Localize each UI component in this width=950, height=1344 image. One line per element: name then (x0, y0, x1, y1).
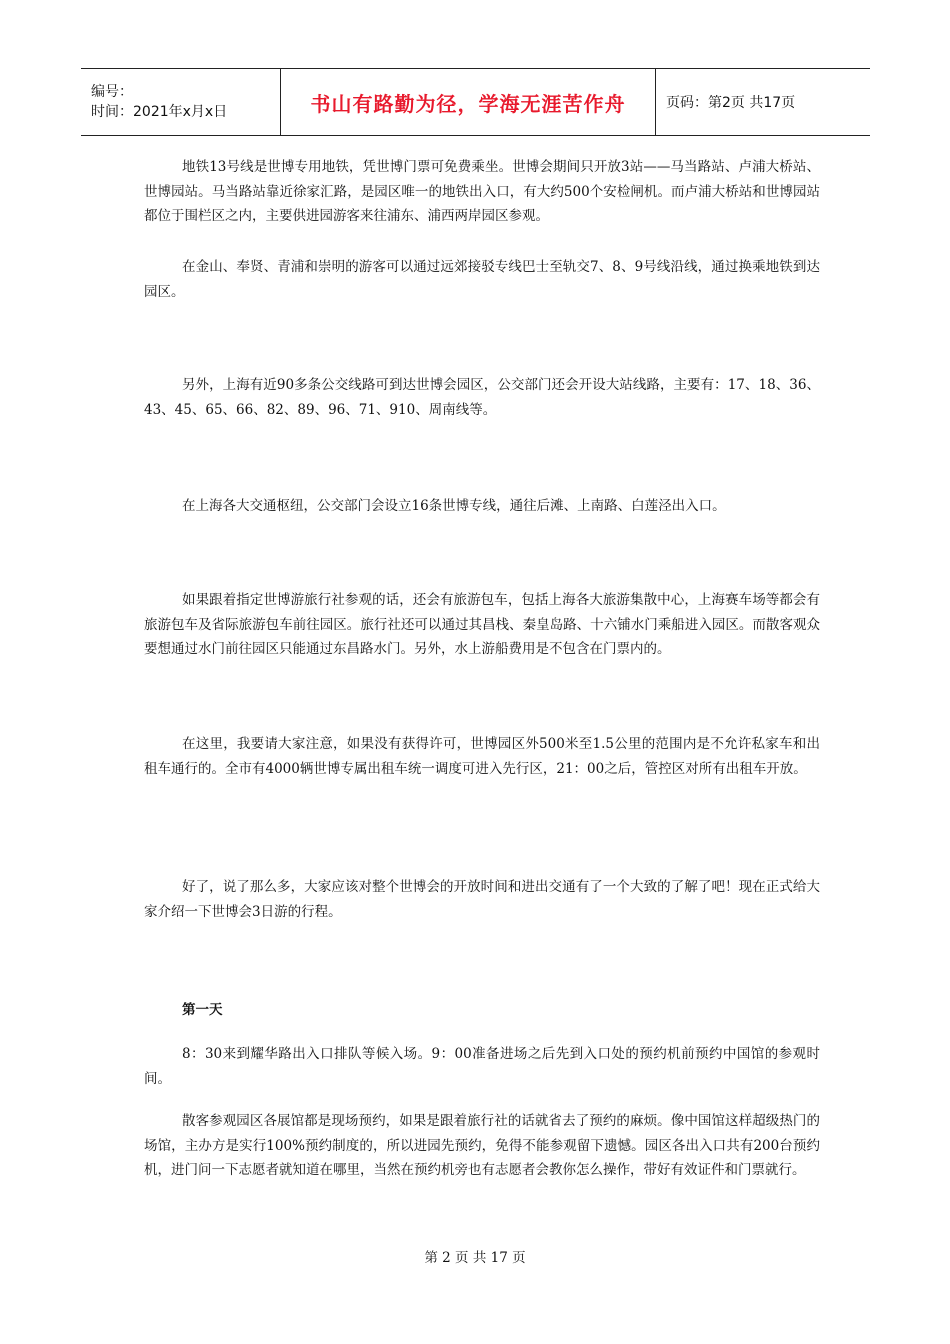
paragraph-6: 在这里，我要请大家注意，如果没有获得许可，世博园区外500米至1.5公里的范围内是不允许私家车和出租车通行的。全市有4000辆世博专属出租车统一调度可进入先行区，21：00之后，管控区对所有出租车开放。 (144, 736, 820, 777)
page-label: 页码：第2页 共17页 (666, 95, 796, 111)
paragraph-5: 如果跟着指定世博游旅行社参观的话，还会有旅游包车，包括上海各大旅游集散中心，上海赛车场等都会有旅游包车及省际旅游包车前往园区。旅行社还可以通过其昌栈、秦皇岛路、十六铺水门乘船进入园区。而散客观众要想通过水门前往园区只能通过东昌路水门。另外，水上游船费用是不包含在门票内的。 (144, 592, 820, 657)
paragraph-7: 好了，说了那么多，大家应该对整个世博会的开放时间和进出交通有了一个大致的了解了吧！现在正式给大家介绍一下世博会3日游的行程。 (144, 879, 820, 920)
page-footer: 第 2 页 共 17 页 (424, 1250, 526, 1266)
paragraph-1: 地铁13号线是世博专用地铁，凭世博门票可免费乘坐。世博会期间只开放3站——马当路站、卢浦大桥站、世博园站。马当路站靠近徐家汇路，是园区唯一的地铁出入口，有大约500个安检闸机。而卢浦大桥站和世博园站都位于围栏区之内，主要供进园游客来往浦东、浦西两岸园区参观。 (144, 159, 820, 224)
paragraph-8: 8：30来到耀华路出入口排队等候入场。9：00准备进场之后先到入口处的预约机前预约中国馆的参观时间。 (144, 1046, 820, 1087)
date-label: 时间：2021年x月x日 (91, 104, 228, 120)
section-heading-day-one: 第一天 (182, 1002, 223, 1018)
header-motto (281, 69, 656, 135)
paragraph-9: 散客参观园区各展馆都是现场预约，如果是跟着旅行社的话就省去了预约的麻烦。像中国馆这样超级热门的场馆，主办方是实行100%预约制度的，所以进园先预约，免得不能参观留下遗憾。园区各出入口共有200台预约机，进门问一下志愿者就知道在哪里，当然在预约机旁也有志愿者会教你怎么操作，带好有效证件和门票就行。 (144, 1113, 820, 1178)
paragraph-3: 另外，上海有近90多条公交线路可到达世博会园区，公交部门还会开设大站线路，主要有：17、18、36、43、45、65、66、82、89、96、71、910、周南线等。 (144, 377, 820, 418)
motto-text: 书山有路勤为径，学海无涯苦作舟 (310, 91, 626, 116)
number-label: 编号： (91, 84, 133, 100)
document-header (81, 68, 870, 136)
paragraph-2: 在金山、奉贤、青浦和崇明的游客可以通过远郊接驳专线巴士至轨交7、8、9号线沿线，通过换乘地铁到达园区。 (144, 259, 820, 300)
header-page (656, 69, 795, 135)
paragraph-4: 在上海各大交通枢纽，公交部门会设立16条世博专线，通往后滩、上南路、白莲泾出入口。 (182, 498, 726, 514)
header-meta (81, 69, 281, 135)
